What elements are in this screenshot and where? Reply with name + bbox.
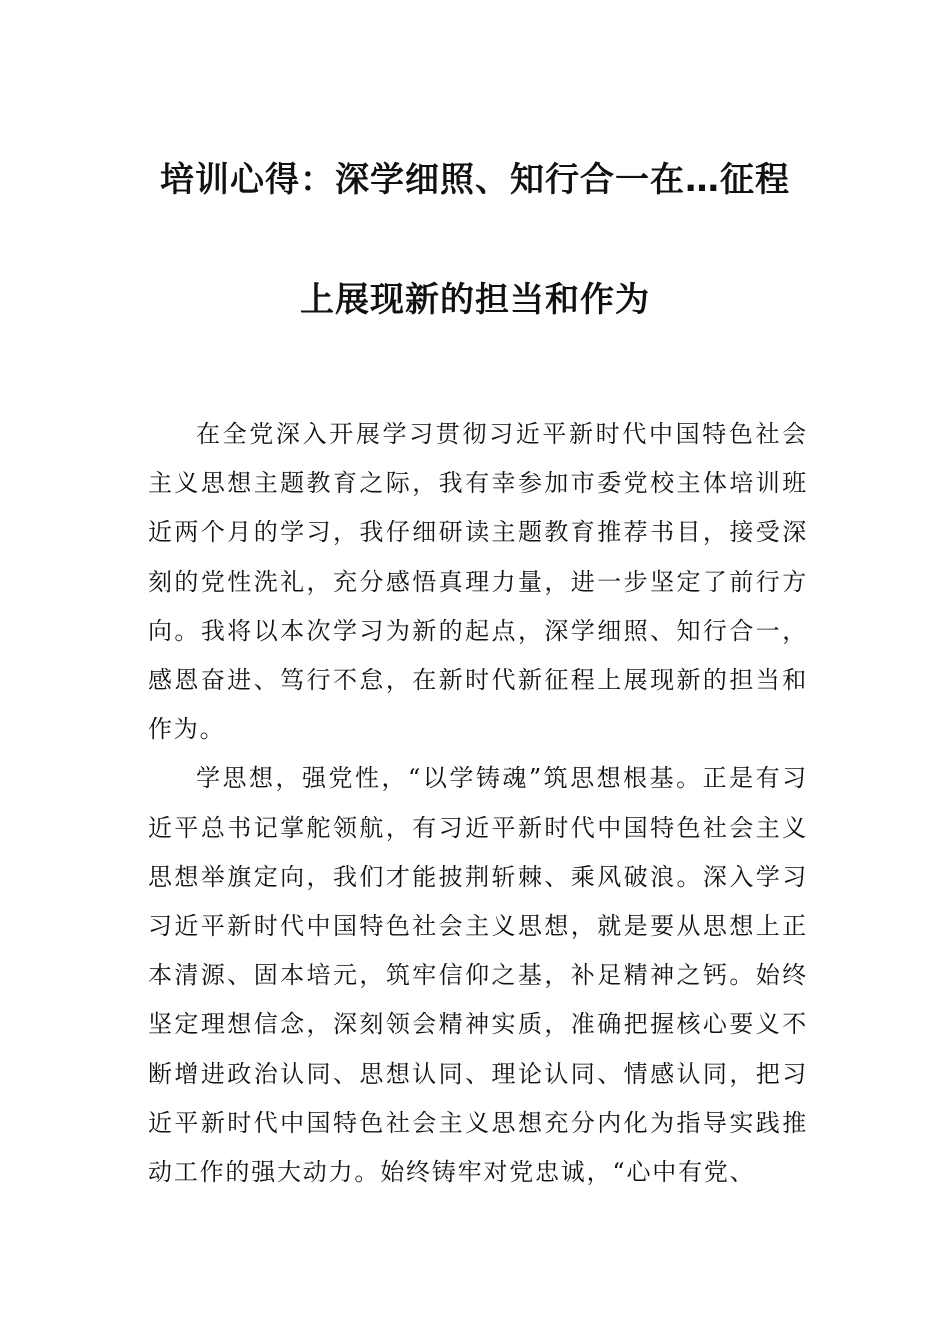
body-text [148,410,808,1197]
paragraph-2: 学思想，强党性，“以学铸魂”筑思想根基。正是有习近平总书记掌舵领航，有习近平新时代中国特色社会主义思想举旗定向，我们才能披荆斩棘、乘风破浪。深入学习习近平新时代中国特色社会主义思想，就是要从思想上正本清源、固本培元，筑牢信仰之基，补足精神之钙。始终坚定理想信念，深刻领会精神实质，准确把握核心要义不断增进政治认同、思想认同、理论认同、情感认同，把习近平新时代中国特色社会主义思想充分内化为指导实践推动工作的强大动力。始终铸牢对党忠诚，“心中有党、 [148,764,808,1187]
title-line-1: 培训心得：深学细照、知行合一在…征程 [160,160,790,200]
paragraph-1: 在全党深入开展学习贯彻习近平新时代中国特色社会主义思想主题教育之际，我有幸参加市委党校主体培训班近两个月的学习，我仔细研读主题教育推荐书目，接受深刻的党性洗礼，充分感悟真理力量，进一步坚定了前行方向。我将以本次学习为新的起点，深学细照、知行合一，感恩奋进、笃行不怠，在新时代新征程上展现新的担当和作为。 [148,420,808,744]
title-line-2: 上展现新的担当和作为 [300,280,650,320]
